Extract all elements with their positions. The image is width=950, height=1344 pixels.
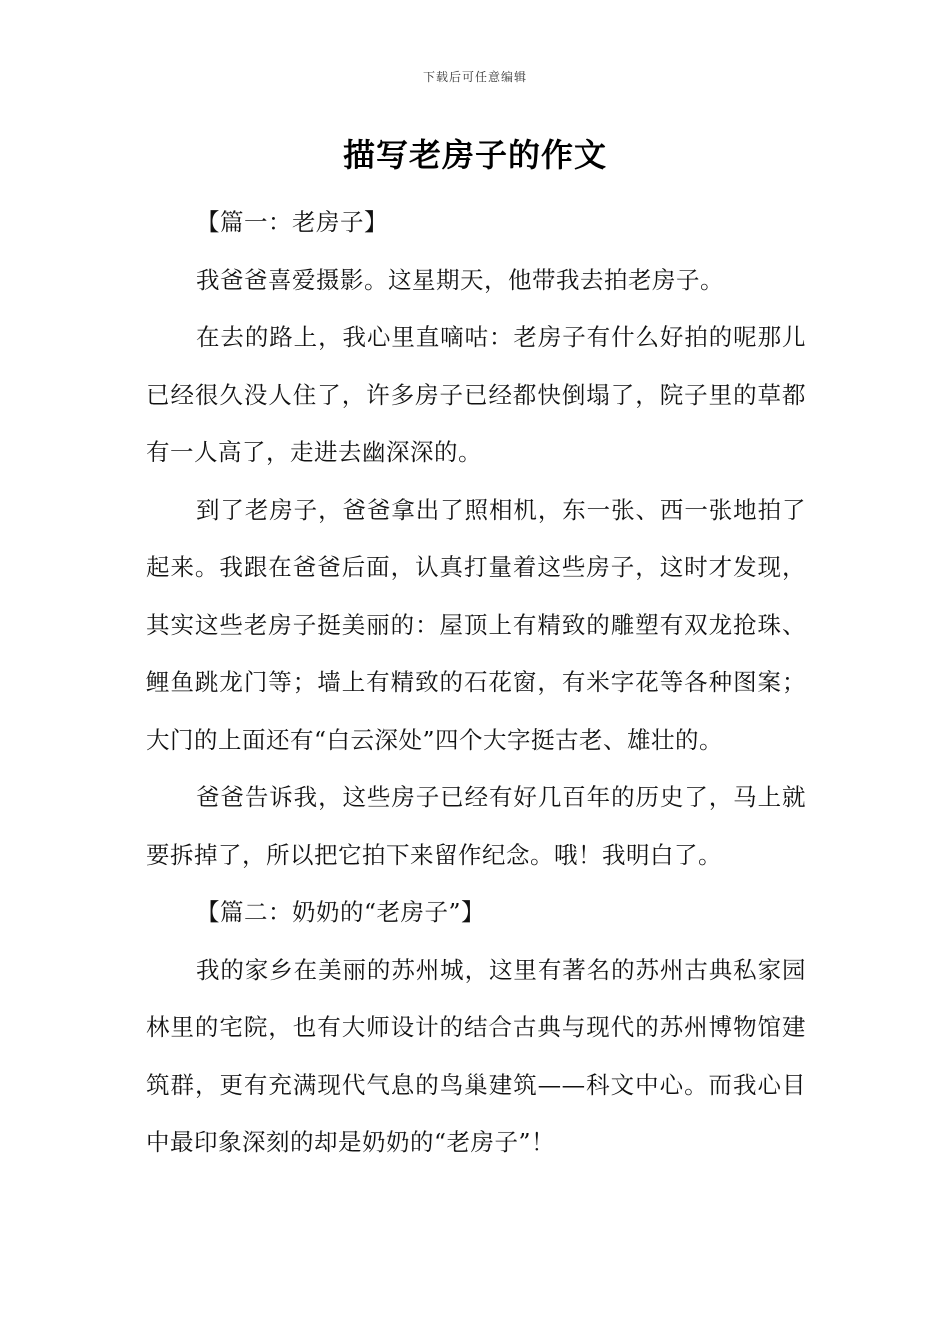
page-title: 描写老房子的作文 bbox=[342, 136, 607, 174]
paragraph: 我的家乡在美丽的苏州城，这里有著名的苏州古典私家园林里的宅院，也有大师设计的结合古典与现代的苏州博物馆建筑群，更有充满现代气息的鸟巢建筑——科文中心。而我心目中最印象深刻的却是奶奶的“老房子”！ bbox=[146, 955, 806, 1156]
header-note: 下载后可任意编辑 bbox=[422, 70, 527, 84]
paragraph: 到了老房子，爸爸拿出了照相机，东一张、西一张地拍了起来。我跟在爸爸后面，认真打量着这些房子，这时才发现，其实这些老房子挺美丽的：屋顶上有精致的雕塑有双龙抢珠、鲤鱼跳龙门等；墙上有精致的石花窗，有米字花等各种图案；大门的上面还有“白云深处”四个大字挺古老、雄壮的。 bbox=[146, 495, 806, 754]
essay-body bbox=[146, 194, 806, 1172]
section-heading-1: 【篇一：老房子】 bbox=[196, 208, 388, 236]
section-heading-2: 【篇二：奶奶的“老房子”】 bbox=[196, 898, 486, 926]
paragraph: 我爸爸喜爱摄影。这星期天，他带我去拍老房子。 bbox=[196, 265, 724, 294]
paragraph: 在去的路上，我心里直嘀咕：老房子有什么好拍的呢那儿已经很久没人住了，许多房子已经都快倒塌了，院子里的草都有一人高了，走进去幽深深的。 bbox=[146, 323, 806, 466]
paragraph: 爸爸告诉我，这些房子已经有好几百年的历史了，马上就要拆掉了，所以把它拍下来留作纪念。哦！我明白了。 bbox=[146, 783, 806, 869]
